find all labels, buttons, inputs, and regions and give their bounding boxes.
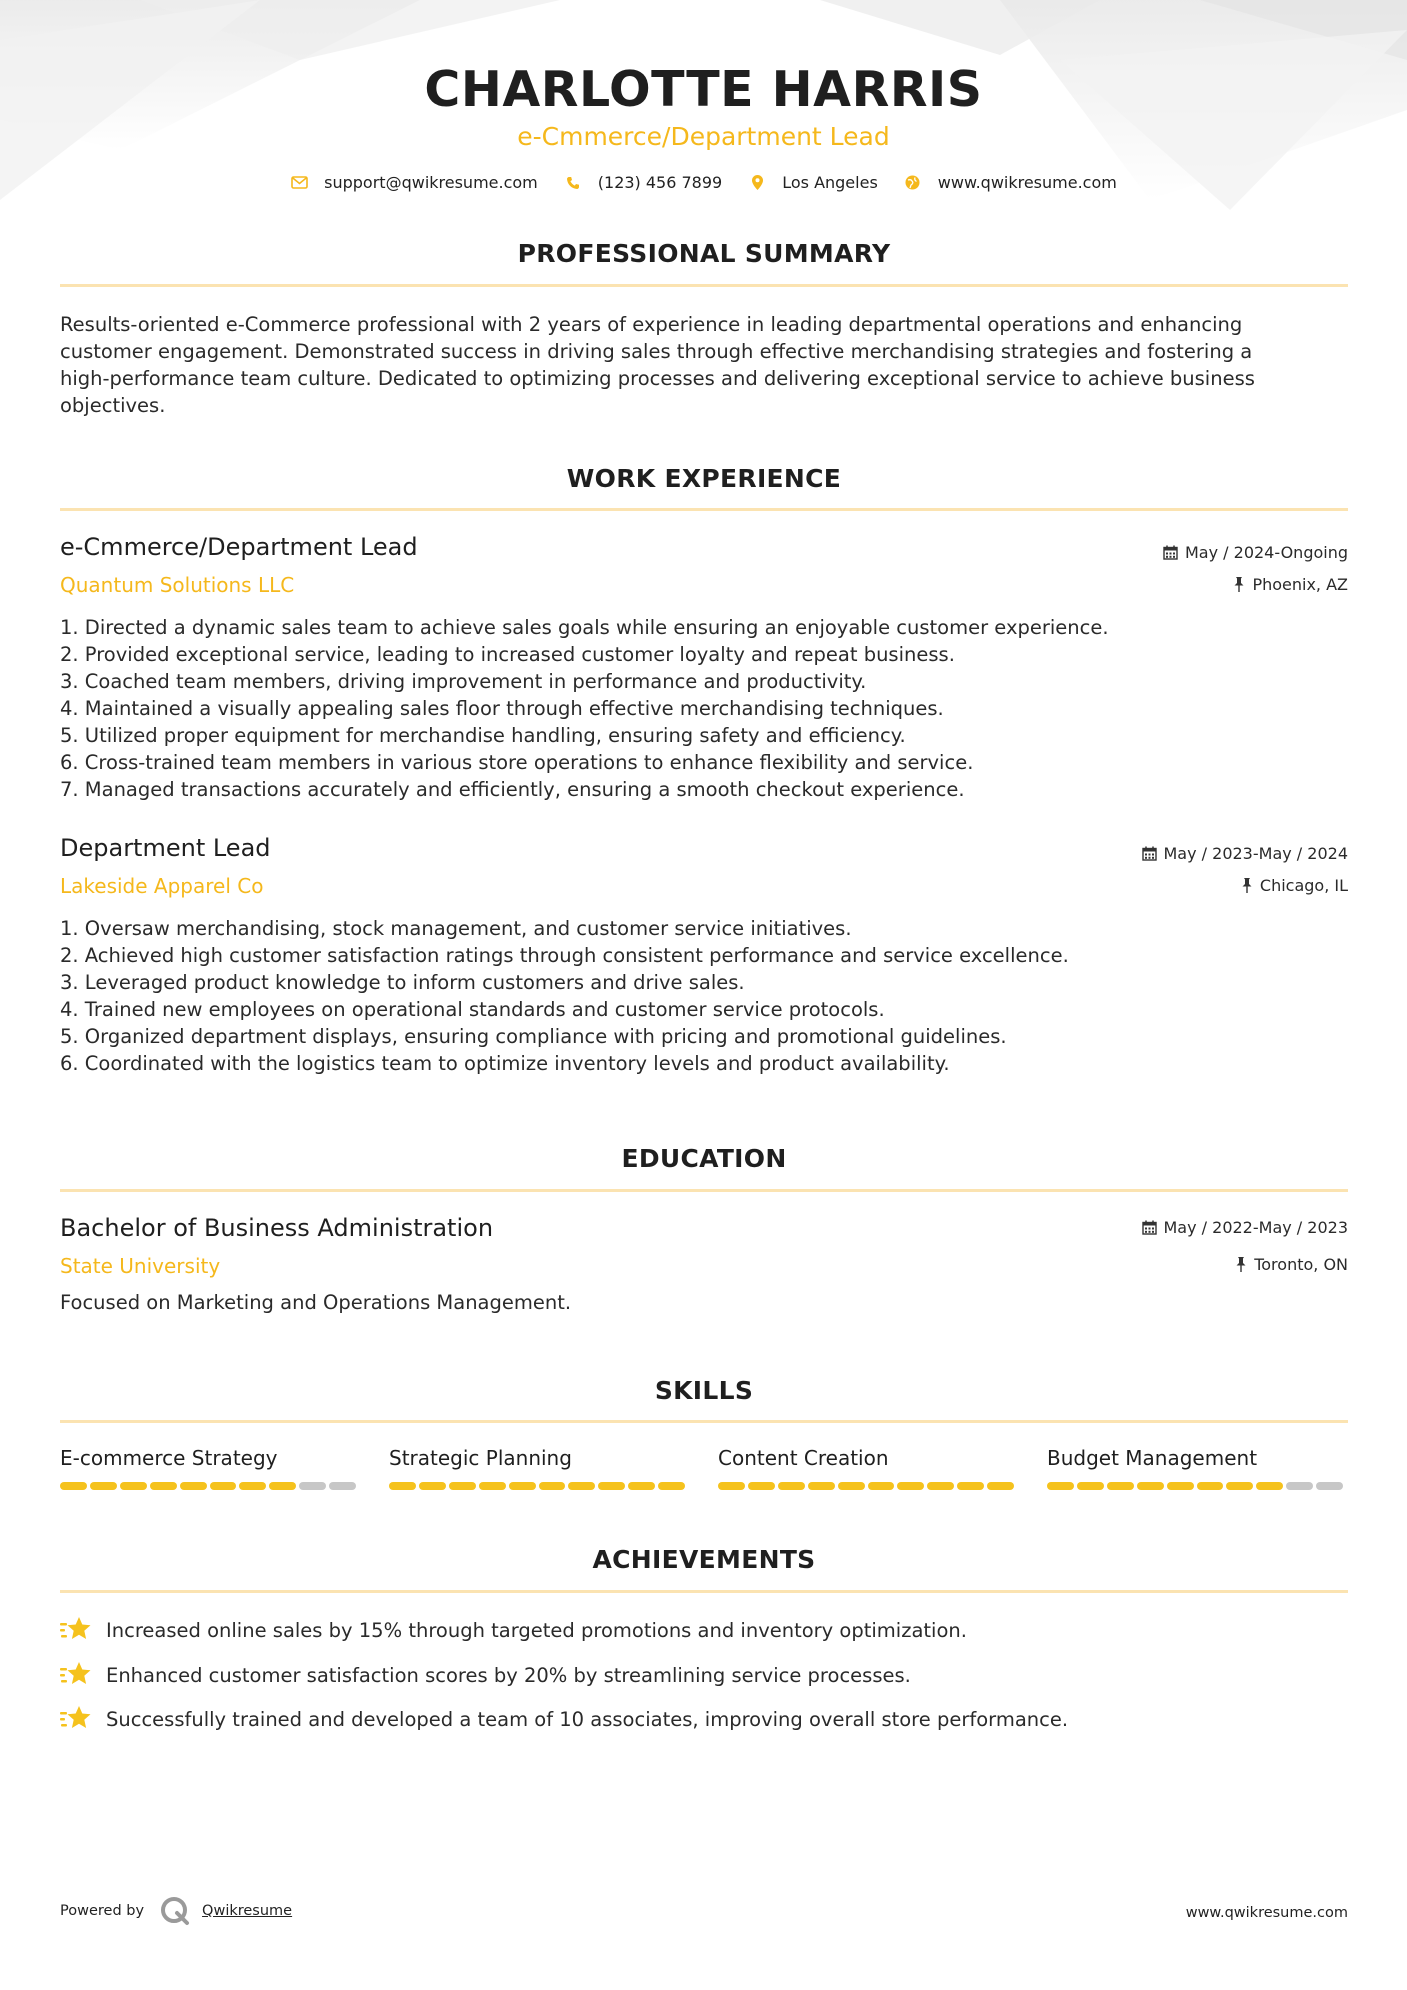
skill-level-segment <box>1167 1482 1194 1490</box>
job-responsibilities <box>60 614 1350 803</box>
skill-level-segment <box>180 1482 207 1490</box>
job-company: Lakeside Apparel Co <box>60 874 264 898</box>
qwikresume-link[interactable]: Qwikresume <box>202 1903 293 1919</box>
skill-level-segment <box>897 1482 924 1490</box>
achievement-text: Successfully trained and developed a team of 10 associates, improving overall store performance. <box>106 1707 1069 1731</box>
skill-level-segment <box>269 1482 296 1490</box>
skill-level-segment <box>927 1482 954 1490</box>
education-divider <box>60 1189 1348 1192</box>
globe-icon <box>904 174 922 192</box>
school-name: State University <box>60 1254 221 1278</box>
summary-heading: PROFESSIONAL SUMMARY <box>517 239 891 268</box>
skill-level-segment <box>628 1482 655 1490</box>
achievement-text: Increased online sales by 15% through targeted promotions and inventory optimization. <box>106 1618 967 1642</box>
skill-level-segment <box>1286 1482 1313 1490</box>
education-note: Focused on Marketing and Operations Management. <box>60 1291 572 1314</box>
pushpin-icon <box>1241 878 1253 893</box>
footer-powered-by <box>60 1896 292 1926</box>
candidate-name: CHARLOTTE HARRIS <box>424 61 983 118</box>
skill-level-segment <box>60 1482 87 1490</box>
pushpin-icon <box>1233 577 1245 592</box>
skill-item <box>1047 1444 1346 1490</box>
skill-level-bar <box>60 1482 359 1490</box>
phone-text: (123) 456 7899 <box>597 173 723 192</box>
skill-level-segment <box>718 1482 745 1490</box>
skill-item <box>60 1444 359 1490</box>
list-item: 1. Oversaw merchandising, stock management, and customer service initiatives. <box>60 917 852 940</box>
contact-website[interactable] <box>904 173 1117 192</box>
job-location-text: Chicago, IL <box>1259 876 1348 895</box>
summary-line: customer engagement. Demonstrated success in driving sales through effective merchandising strategies and fostering a <box>60 340 1253 363</box>
experience-heading: WORK EXPERIENCE <box>566 464 842 493</box>
skill-level-segment <box>210 1482 237 1490</box>
job-location <box>1233 575 1348 594</box>
skill-level-segment <box>389 1482 416 1490</box>
skill-name: Budget Management <box>1047 1446 1258 1470</box>
education-heading: EDUCATION <box>621 1144 787 1173</box>
list-item: 4. Maintained a visually appealing sales floor through effective merchandising techniques. <box>60 697 944 720</box>
candidate-role: e-Cmmerce/Department Lead <box>517 122 890 151</box>
footer-website-link[interactable]: www.qwikresume.com <box>1185 1905 1348 1921</box>
education-location <box>1235 1255 1348 1274</box>
list-item: 4. Trained new employees on operational standards and customer service protocols. <box>60 998 885 1021</box>
skill-level-segment <box>509 1482 536 1490</box>
qwikresume-logo-icon <box>160 1896 190 1926</box>
contact-location <box>748 173 878 192</box>
job-dates <box>1142 844 1349 863</box>
achievement-item <box>60 1616 1350 1644</box>
achievements-divider <box>60 1590 1348 1593</box>
job-dates <box>1163 543 1348 562</box>
achievement-item <box>60 1661 1350 1689</box>
skill-name: Content Creation <box>718 1446 889 1470</box>
summary-divider <box>60 284 1348 287</box>
contact-phone[interactable] <box>564 173 722 192</box>
phone-icon <box>564 174 582 192</box>
achievement-text: Enhanced customer satisfaction scores by 20% by streamlining service processes. <box>106 1663 911 1687</box>
map-marker-icon <box>748 174 766 192</box>
skill-level-segment <box>957 1482 984 1490</box>
job-location-text: Phoenix, AZ <box>1252 575 1348 594</box>
calendar-icon <box>1142 846 1157 861</box>
contact-email[interactable] <box>290 173 538 192</box>
degree-title: Bachelor of Business Administration <box>60 1214 494 1242</box>
experience-divider <box>60 508 1348 511</box>
skill-item <box>718 1444 1017 1490</box>
skills-list <box>60 1444 1350 1490</box>
skill-level-segment <box>120 1482 147 1490</box>
list-item: 2. Provided exceptional service, leading to increased customer loyalty and repeat business. <box>60 643 955 666</box>
calendar-icon <box>1163 545 1178 560</box>
skill-level-segment <box>1107 1482 1134 1490</box>
skills-divider <box>60 1420 1348 1423</box>
list-item: 5. Utilized proper equipment for merchandise handling, ensuring safety and efficiency. <box>60 724 906 747</box>
pushpin-icon <box>1235 1257 1247 1272</box>
list-item: 6. Coordinated with the logistics team to optimize inventory levels and product availability. <box>60 1052 950 1075</box>
list-item: 3. Leveraged product knowledge to inform customers and drive sales. <box>60 971 745 994</box>
location-text: Los Angeles <box>782 173 878 192</box>
list-item: 7. Managed transactions accurately and efficiently, ensuring a smooth checkout experience. <box>60 778 965 801</box>
skill-level-segment <box>90 1482 117 1490</box>
skill-level-segment <box>1047 1482 1074 1490</box>
powered-by-label: Powered by <box>60 1903 145 1919</box>
skill-level-segment <box>449 1482 476 1490</box>
skill-level-segment <box>658 1482 685 1490</box>
envelope-icon <box>290 174 308 192</box>
skill-level-segment <box>1256 1482 1283 1490</box>
skill-level-segment <box>539 1482 566 1490</box>
job-location <box>1241 876 1348 895</box>
skill-level-segment <box>1226 1482 1253 1490</box>
education-location-text: Toronto, ON <box>1254 1255 1348 1274</box>
skill-level-bar <box>718 1482 1017 1490</box>
skill-level-segment <box>239 1482 266 1490</box>
list-item: 6. Cross-trained team members in various store operations to enhance flexibility and service. <box>60 751 974 774</box>
website-text: www.qwikresume.com <box>937 173 1117 192</box>
skill-level-bar <box>1047 1482 1346 1490</box>
summary-line: objectives. <box>60 394 166 417</box>
job-company: Quantum Solutions LLC <box>60 573 295 597</box>
skill-level-segment <box>568 1482 595 1490</box>
summary-line: high-performance team culture. Dedicated to optimizing processes and delivering exceptional service to achieve business <box>60 367 1255 390</box>
job-responsibilities <box>60 915 1350 1077</box>
star-icon <box>60 1705 92 1733</box>
education-dates <box>1142 1218 1349 1237</box>
skills-heading: SKILLS <box>654 1376 754 1405</box>
skill-level-segment <box>299 1482 326 1490</box>
skill-level-segment <box>1197 1482 1224 1490</box>
skill-level-bar <box>389 1482 688 1490</box>
skill-level-segment <box>329 1482 356 1490</box>
skill-level-segment <box>598 1482 625 1490</box>
job-title: e-Cmmerce/Department Lead <box>60 533 418 561</box>
job-dates-text: May / 2023-May / 2024 <box>1163 844 1348 863</box>
calendar-icon <box>1142 1220 1157 1235</box>
summary-text <box>60 311 1350 419</box>
education-dates-text: May / 2022-May / 2023 <box>1163 1218 1348 1237</box>
skill-level-segment <box>868 1482 895 1490</box>
achievements-heading: ACHIEVEMENTS <box>592 1545 816 1574</box>
skill-level-segment <box>419 1482 446 1490</box>
skill-name: Strategic Planning <box>389 1446 572 1470</box>
skill-item <box>389 1444 688 1490</box>
summary-line: Results-oriented e-Commerce professional with 2 years of experience in leading departmental operations and enhancing <box>60 313 1243 336</box>
list-item: 1. Directed a dynamic sales team to achieve sales goals while ensuring an enjoyable customer experience. <box>60 616 1109 639</box>
skill-level-segment <box>987 1482 1014 1490</box>
resume-header <box>0 58 1407 152</box>
job-dates-text: May / 2024-Ongoing <box>1185 543 1348 562</box>
skill-name: E-commerce Strategy <box>60 1446 278 1470</box>
list-item: 2. Achieved high customer satisfaction ratings through consistent performance and service excellence. <box>60 944 1069 967</box>
list-item: 3. Coached team members, driving improvement in performance and productivity. <box>60 670 867 693</box>
skill-level-segment <box>748 1482 775 1490</box>
skill-level-segment <box>1077 1482 1104 1490</box>
job-title: Department Lead <box>60 834 271 862</box>
achievement-item <box>60 1705 1350 1733</box>
skill-level-segment <box>808 1482 835 1490</box>
skill-level-segment <box>1316 1482 1343 1490</box>
list-item: 5. Organized department displays, ensuring compliance with pricing and promotional guidelines. <box>60 1025 1007 1048</box>
skill-level-segment <box>838 1482 865 1490</box>
skill-level-segment <box>479 1482 506 1490</box>
star-icon <box>60 1661 92 1689</box>
email-text: support@qwikresume.com <box>324 173 538 192</box>
contact-bar <box>0 173 1407 192</box>
skill-level-segment <box>150 1482 177 1490</box>
skill-level-segment <box>778 1482 805 1490</box>
skill-level-segment <box>1137 1482 1164 1490</box>
star-icon <box>60 1616 92 1644</box>
